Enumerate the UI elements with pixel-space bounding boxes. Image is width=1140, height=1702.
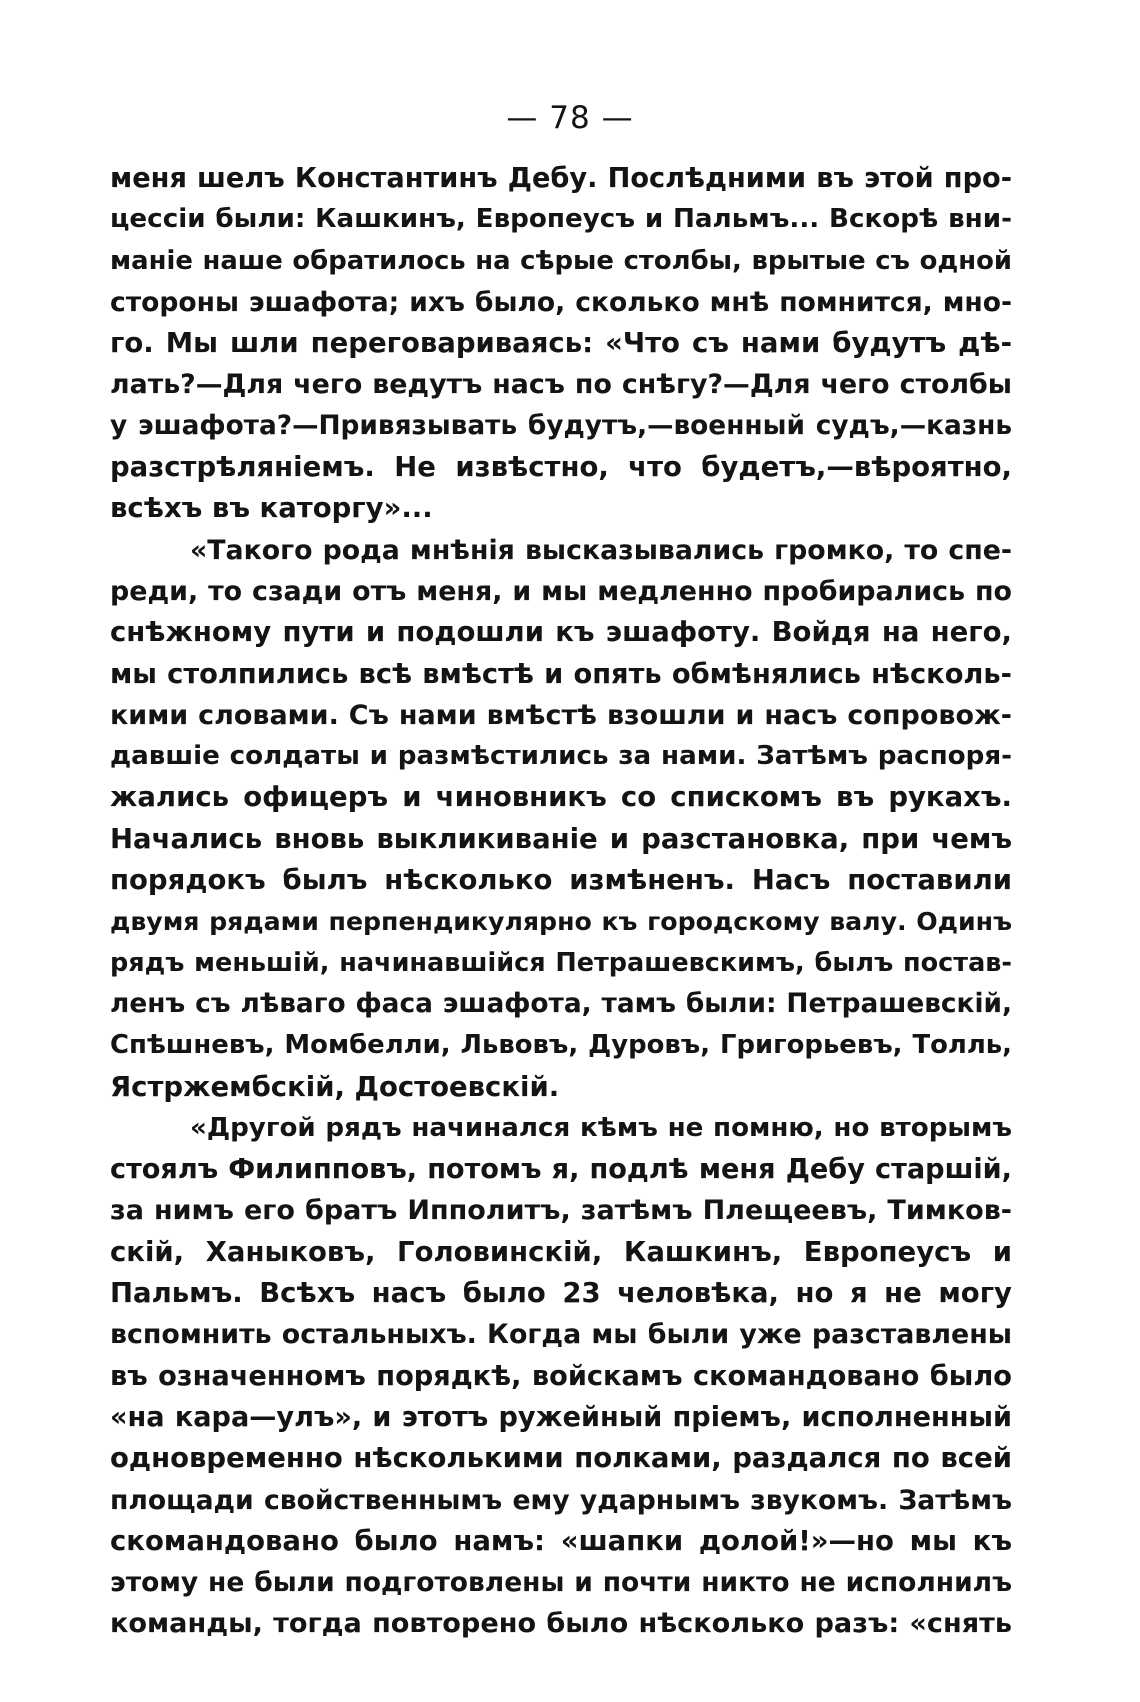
text-line: Пальмъ. Всѣхъ насъ было 23 человѣка, но я не могу <box>110 1277 1012 1310</box>
text-line: стоялъ Филипповъ, потомъ я, подлѣ меня Дебу старшій, <box>110 1154 1012 1186</box>
text-line: площади свойственнымъ ему ударнымъ звукомъ. Затѣмъ <box>110 1484 1012 1516</box>
text-line: рядъ меньшій, начинавшійся Петрашевскимъ, былъ постав- <box>110 947 1012 978</box>
text-line: ленъ съ лѣваго фаса эшафота, тамъ были: Петрашевскій, <box>110 988 1012 1019</box>
text-line: цессіи были: Кашкинъ, Европеусъ и Пальмъ... Вскорѣ вни- <box>110 204 1012 235</box>
text-line: команды, тогда повторено было нѣсколько разъ: «снять <box>110 1608 1012 1640</box>
text-line: у эшафота?—Привязывать будутъ,—военный судъ,—казнь <box>110 410 1012 441</box>
text-line: стороны эшафота; ихъ было, сколько мнѣ помнится, мно- <box>110 286 1012 318</box>
text-line: скомандовано было намъ: «шапки долой!»—но мы къ <box>110 1524 1012 1557</box>
text-line: го. Мы шли переговариваясь: «Что съ нами будутъ дѣ- <box>110 327 1012 360</box>
text-line: всѣхъ въ каторгу»... <box>110 492 433 525</box>
text-line: «на кара—улъ», и этотъ ружейный пріемъ, исполненный <box>110 1401 1012 1433</box>
body-text <box>110 158 1012 1645</box>
text-line: жались офицеръ и чиновникъ со спискомъ въ рукахъ. <box>110 781 1012 814</box>
text-line: вспомнить остальныхъ. Когда мы были уже разставлены <box>110 1319 1012 1351</box>
text-line: лать?—Для чего ведутъ насъ по снѣгу?—Для чего столбы <box>110 369 1012 401</box>
text-line: меня шелъ Константинъ Дебу. Послѣдними въ этой про- <box>110 163 1012 194</box>
text-line: Спѣшневъ, Момбелли, Львовъ, Дуровъ, Григорьевъ, Толль, <box>110 1030 1012 1061</box>
text-line: въ означенномъ порядкѣ, войскамъ скомандовано было <box>110 1360 1012 1392</box>
text-line: снѣжному пути и подошли къ эшафоту. Войдя на него, <box>110 616 1012 649</box>
text-line: разстрѣляніемъ. Не извѣстно, что будетъ,—вѣроятно, <box>110 451 1012 484</box>
text-line: реди, то сзади отъ меня, и мы медленно пробирались по <box>110 575 1012 607</box>
text-line: маніе наше обратилось на сѣрые столбы, врытые съ одной <box>110 245 1012 276</box>
text-line: кими словами. Съ нами вмѣстѣ взошли и насъ сопровож- <box>110 699 1012 731</box>
text-line: «Такого рода мнѣнія высказывались громко, то спе- <box>190 534 1012 566</box>
text-line: одновременно нѣсколькими полками, раздался по всей <box>110 1442 1012 1475</box>
text-line: за нимъ его братъ Ипполитъ, затѣмъ Плещеевъ, Тимков- <box>110 1195 1012 1227</box>
text-line: этому не были подготовлены и почти никто не исполнилъ <box>110 1567 1012 1599</box>
text-line: Ястржембскій, Достоевскій. <box>110 1070 560 1103</box>
text-line: порядокъ былъ нѣсколько измѣненъ. Насъ поставили <box>110 864 1012 897</box>
text-line: мы столпились всѣ вмѣстѣ и опять обмѣнялись нѣсколь- <box>110 658 1012 690</box>
text-line: «Другой рядъ начинался кѣмъ не помню, но вторымъ <box>190 1112 1012 1143</box>
text-line: двумя рядами перпендикулярно къ городскому валу. Одинъ <box>110 907 1012 937</box>
page-number: — 78 — <box>506 100 634 136</box>
text-line: скій, Ханыковъ, Головинскій, Кашкинъ, Европеусъ и <box>110 1235 1012 1268</box>
text-line: Начались вновь выкликиваніе и разстановка, при чемъ <box>110 822 1012 855</box>
text-line: давшіе солдаты и размѣстились за нами. Затѣмъ распоря- <box>110 741 1012 772</box>
